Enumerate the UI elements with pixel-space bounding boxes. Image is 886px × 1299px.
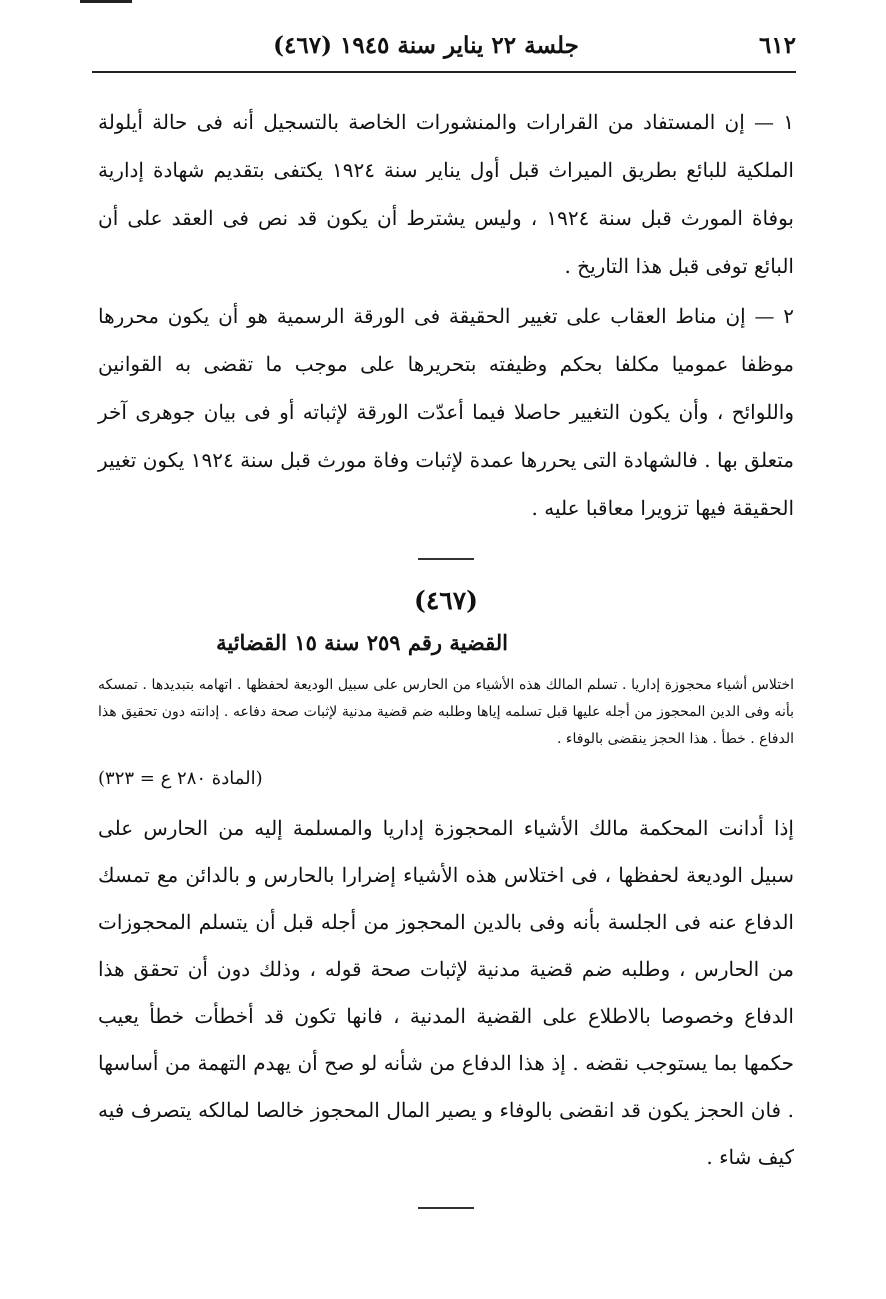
case-title: القضية رقم ٢٥٩ سنة ١٥ القضائية	[216, 630, 508, 655]
page-content	[98, 98, 794, 1233]
header-rule	[92, 71, 796, 73]
case-number: (٤٦٧)	[414, 586, 478, 615]
page-number: ٦١٢	[758, 32, 796, 59]
page-header	[96, 26, 796, 66]
principle-1: ١ — إن المستفاد من القرارات والمنشورات الخاصة بالتسجيل أنه فى حالة أيلولة الملكية للبائع بطريق الميراث قبل أول يناير سنة ١٩٢٤ يكتفى بتقديم شهادة إدارية بوفاة المورث قبل سنة ١٩٢٤ ، وليس يشترط أن يكون قد نص فى العقد على أن البائع توفى قبل هذا التاريخ .	[98, 110, 794, 278]
running-title: جلسة ٢٢ يناير سنة ١٩٤٥ (٤٦٧)	[273, 32, 579, 59]
section-divider	[418, 558, 474, 560]
case-summary: اختلاس أشياء محجوزة إداريا . تسلم المالك هذه الأشياء من الحارس على سبيل الوديعة لحفظها . اتهامه بتبديدها . تمسكه بأنه وفى الدين المحجوز من أجله عليها قبل تسلمه إياها وطلبه ضم قضية مدنية لإثبات صحة دفاعه . إدانته دون تحقيق هذا الدفاع . خطأ . هذا الحجز ينقضى بالوفاء .	[98, 677, 794, 747]
corner-mark	[80, 0, 132, 3]
end-divider	[418, 1207, 474, 1209]
article-reference: (المادة ٢٨٠ ع = ٣٢٣)	[98, 768, 263, 789]
principle-2: ٢ — إن مناط العقاب على تغيير الحقيقة فى الورقة الرسمية هو أن يكون محررها موظفا عموميا مكلفا بحكم وظيفته بتحريرها على موجب ما تقضى به القوانين واللوائح ، وأن يكون التغيير حاصلا فيما أعدّت الورقة لإثباته أو فى بيان جوهرى آخر متعلق بها . فالشهادة التى يحررها عمدة لإثبات وفاة مورث قبل سنة ١٩٢٤ يكون تغيير الحقيقة فيها تزويرا معاقبا عليه .	[98, 304, 794, 520]
case-body: إذا أدانت المحكمة مالك الأشياء المحجوزة إداريا والمسلمة إليه من الحارس على سبيل الوديعة لحفظها ، فى اختلاس هذه الأشياء إضرارا بالحارس و بالدائن مع تمسك الدفاع عنه فى الجلسة بأنه وفى بالدين المحجوز من أجله قبل أن يتسلم المحجوزات من الحارس ، وطلبه ضم قضية مدنية لإثبات صحة قوله ، وذلك دون أن تحقق هذا الدفاع وخصوصا بالاطلاع على القضية المدنية ، فانها تكون قد أخطأت خطأ يعيب حكمها بما يستوجب نقضه . إذ هذا الدفاع من شأنه لو صح أن يهدم التهمة من أساسها . فان الحجز يكون قد انقضى بالوفاء و يصير المال المحجوز خالصا لمالكه يتصرف فيه كيف شاء .	[98, 816, 794, 1169]
